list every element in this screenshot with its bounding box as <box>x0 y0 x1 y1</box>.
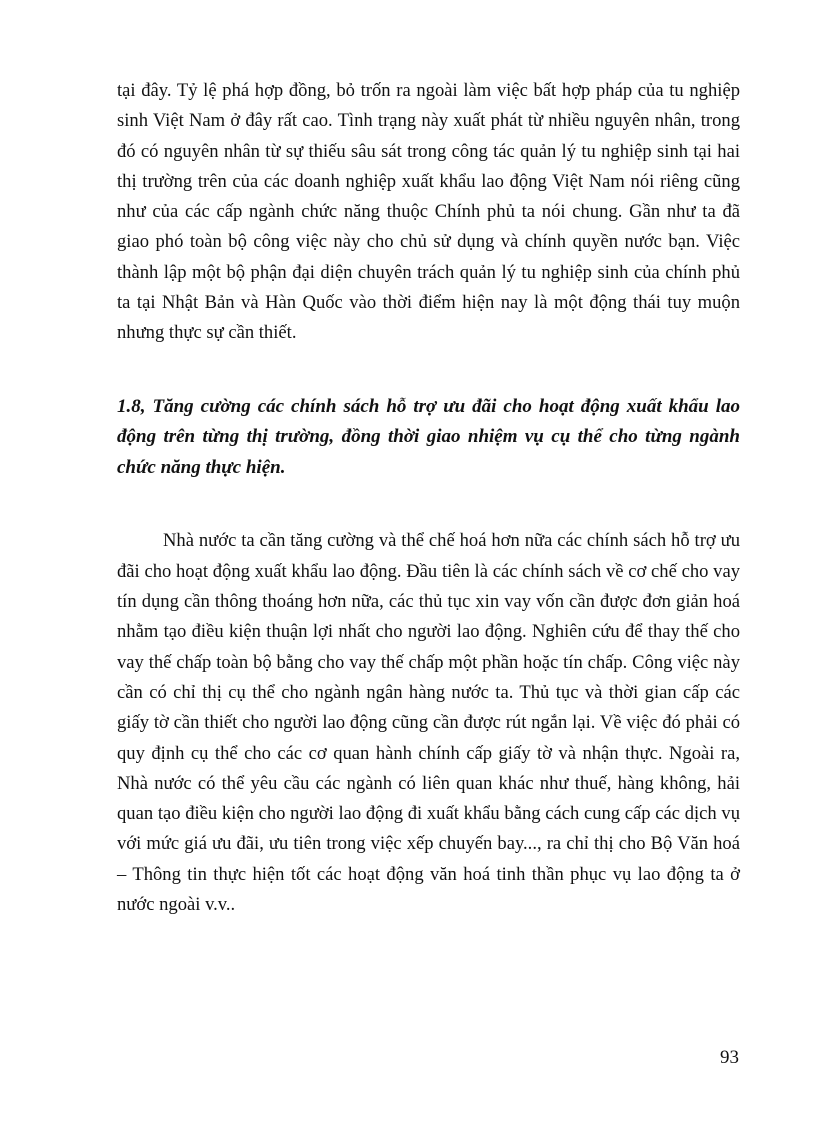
document-page <box>117 76 740 920</box>
body-paragraph-state-policy: Nhà nước ta cần tăng cường và thể chế hoá hơn nữa các chính sách hỗ trợ ưu đãi cho hoạt động xuất khẩu lao động. Đầu tiên là các chính sách về cơ chế cho vay tín dụng cần thông thoáng hơn nữa, các thủ tục xin vay vốn cần được đơn giản hoá nhằm tạo điều kiện thuận lợi nhất cho người lao động. Nghiên cứu để thay thế cho vay thế chấp toàn bộ bằng cho vay thế chấp một phần hoặc tín chấp. Công việc này cần có chỉ thị cụ thể cho ngành ngân hàng nước ta. Thủ tục và thời gian cấp các giấy tờ cần thiết cho người lao động cũng cần được rút ngắn lại. Về việc đó phải có quy định cụ thể cho các cơ quan hành chính cấp giấy tờ và nhận thực. Ngoài ra, Nhà nước có thể yêu cầu các ngành có liên quan khác như thuế, hàng không, hải quan tạo điều kiện cho người lao động đi xuất khẩu bằng cách cung cấp các dịch vụ với mức giá ưu đãi, ưu tiên trong việc xếp chuyến bay..., ra chỉ thị cho Bộ Văn hoá – Thông tin thực hiện tốt các hoạt động văn hoá tinh thần phục vụ lao động ta ở nước ngoài v.v.. <box>117 530 740 916</box>
section-heading-1-8: 1.8, Tăng cường các chính sách hỗ trợ ưu đãi cho hoạt động xuất khẩu lao động trên từng thị trường, đồng thời giao nhiệm vụ cụ thể cho từng ngành chức năng thực hiện. <box>117 395 740 478</box>
body-paragraph-continued: tại đây. Tỷ lệ phá hợp đồng, bỏ trốn ra ngoài làm việc bất hợp pháp của tu nghiệp sinh Việt Nam ở đây rất cao. Tình trạng này xuất phát từ nhiều nguyên nhân, trong đó có nguyên nhân từ sự thiếu sâu sát trong công tác quản lý tu nghiệp sinh tại hai thị trường trên của các doanh nghiệp xuất khẩu lao động Việt Nam nói riêng cũng như của các cấp ngành chức năng thuộc Chính phủ ta nói chung. Gần như ta đã giao phó toàn bộ công việc này cho chủ sử dụng và chính quyền nước bạn. Việc thành lập một bộ phận đại diện chuyên trách quản lý tu nghiệp sinh của chính phủ ta tại Nhật Bản và Hàn Quốc vào thời điểm hiện nay là một động thái tuy muộn nhưng thực sự cần thiết. <box>117 80 740 344</box>
page-number: 93 <box>720 1047 739 1068</box>
